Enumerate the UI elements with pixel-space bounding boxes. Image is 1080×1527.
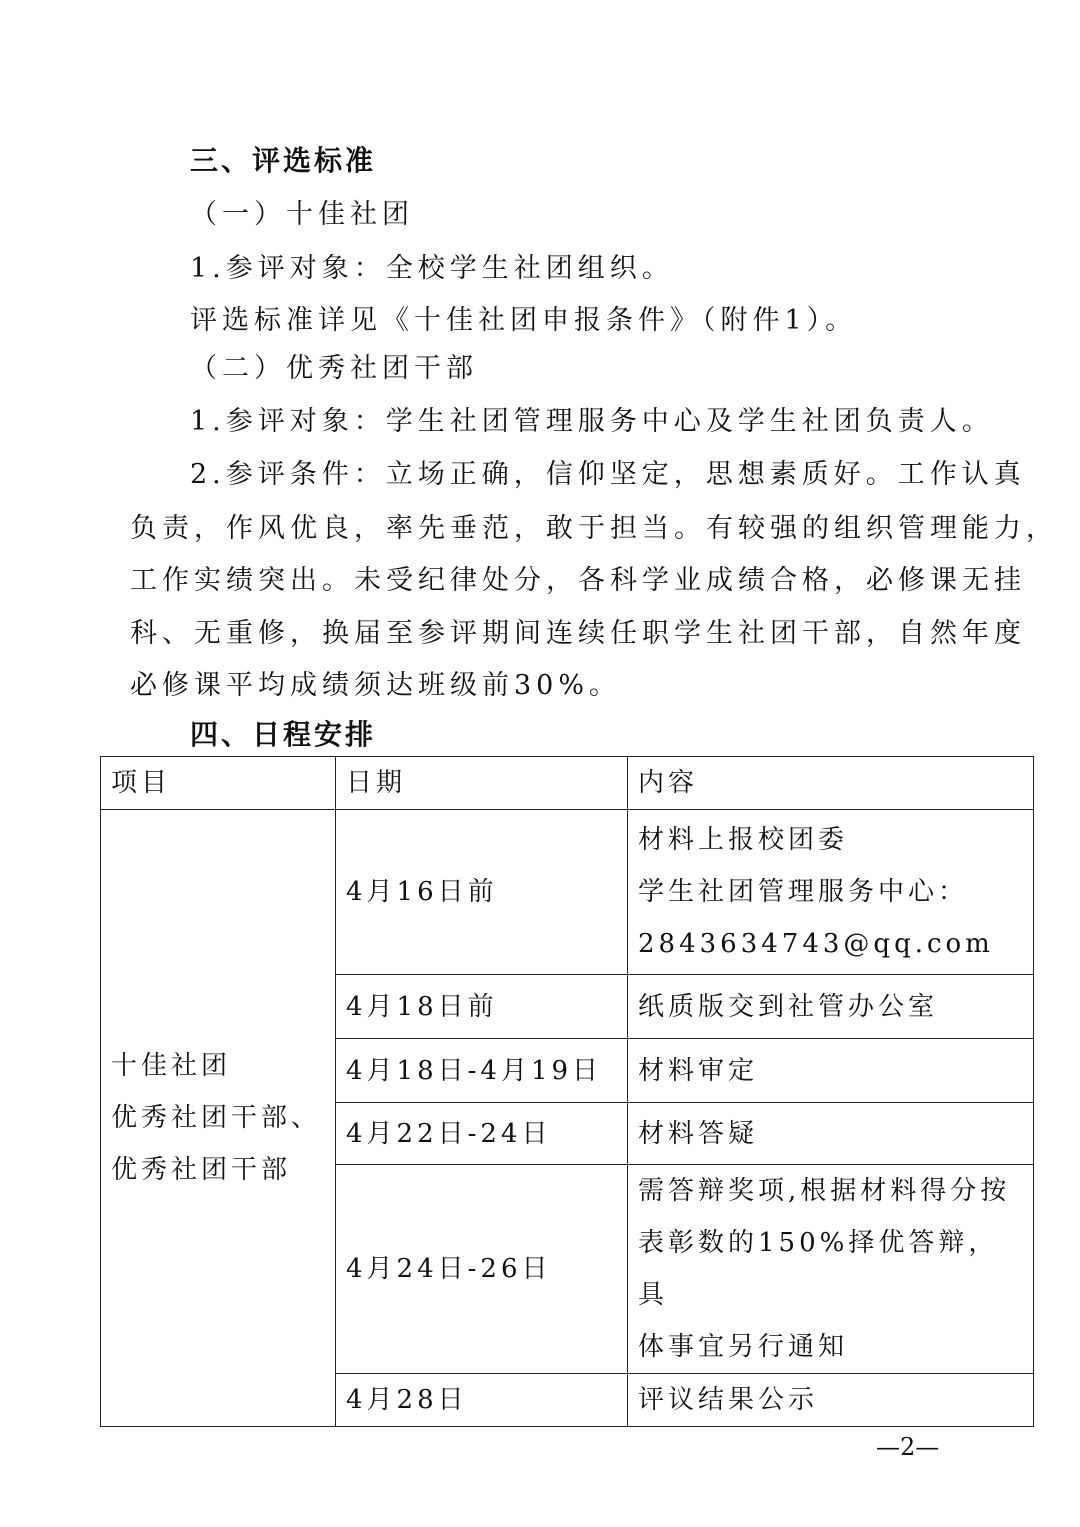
content-line: 需答辩奖项,根据材料得分按 (638, 1176, 1011, 1206)
content-cell (628, 1165, 1034, 1374)
content-line: 表彰数的150%择优答辩，具 (638, 1228, 999, 1310)
project-line: 优秀社团干部、 (111, 1103, 322, 1133)
table-row (101, 810, 1034, 975)
date-cell: 4月28日 (336, 1374, 628, 1427)
content-cell (628, 810, 1034, 975)
table-header-row (101, 757, 1034, 810)
date-cell: 4月18日前 (336, 975, 628, 1039)
content-cell: 纸质版交到社管办公室 (628, 975, 1034, 1039)
date-cell: 4月22日-24日 (336, 1103, 628, 1165)
header-project: 项目 (101, 757, 336, 810)
schedule-table (100, 756, 1034, 1427)
subsection-1-title: （一）十佳社团 (190, 199, 414, 230)
subsection-1-item-1: 1.参评对象：全校学生社团组织。 (190, 253, 674, 284)
project-line: 十佳社团 (111, 1051, 232, 1081)
date-cell: 4月24日-26日 (336, 1165, 628, 1374)
subsection-2-title: （二）优秀社团干部 (190, 353, 478, 384)
content-line: 2843634743@qq.com (638, 929, 994, 959)
section-3-heading: 三、评选标准 (190, 144, 377, 177)
subsection-2-item-2-line: 工作实绩突出。未受纪律处分，各科学业成绩合格，必修课无挂 (130, 565, 1026, 596)
content-cell: 材料答疑 (628, 1103, 1034, 1165)
subsection-2-item-2-line: 负责，作风优良，率先垂范，敢于担当。有较强的组织管理能力， (130, 513, 1058, 544)
subsection-2-item-2-line: 必修课平均成绩须达班级前30%。 (130, 670, 622, 701)
project-line: 优秀社团干部 (111, 1155, 292, 1185)
content-line: 体事宜另行通知 (638, 1332, 849, 1362)
page-number: —2— (876, 1433, 940, 1461)
header-content: 内容 (628, 757, 1034, 810)
subsection-2-item-2-line: 2.参评条件：立场正确，信仰坚定，思想素质好。工作认真 (190, 459, 1026, 490)
date-cell: 4月16日前 (336, 810, 628, 975)
project-cell (101, 810, 336, 1427)
subsection-2-item-2-line: 科、无重修，换届至参评期间连续任职学生社团干部，自然年度 (130, 618, 1026, 649)
section-4-heading: 四、日程安排 (190, 718, 377, 751)
subsection-1-criteria: 评选标准详见《十佳社团申报条件》（附件1）。 (190, 305, 858, 336)
content-cell: 材料审定 (628, 1039, 1034, 1103)
content-cell: 评议结果公示 (628, 1374, 1034, 1427)
content-line: 学生社团管理服务中心： (638, 877, 969, 907)
date-cell: 4月18日-4月19日 (336, 1039, 628, 1103)
content-line: 材料上报校团委 (638, 825, 849, 855)
subsection-2-item-1: 1.参评对象：学生社团管理服务中心及学生社团负责人。 (190, 406, 994, 437)
header-date: 日期 (336, 757, 628, 810)
